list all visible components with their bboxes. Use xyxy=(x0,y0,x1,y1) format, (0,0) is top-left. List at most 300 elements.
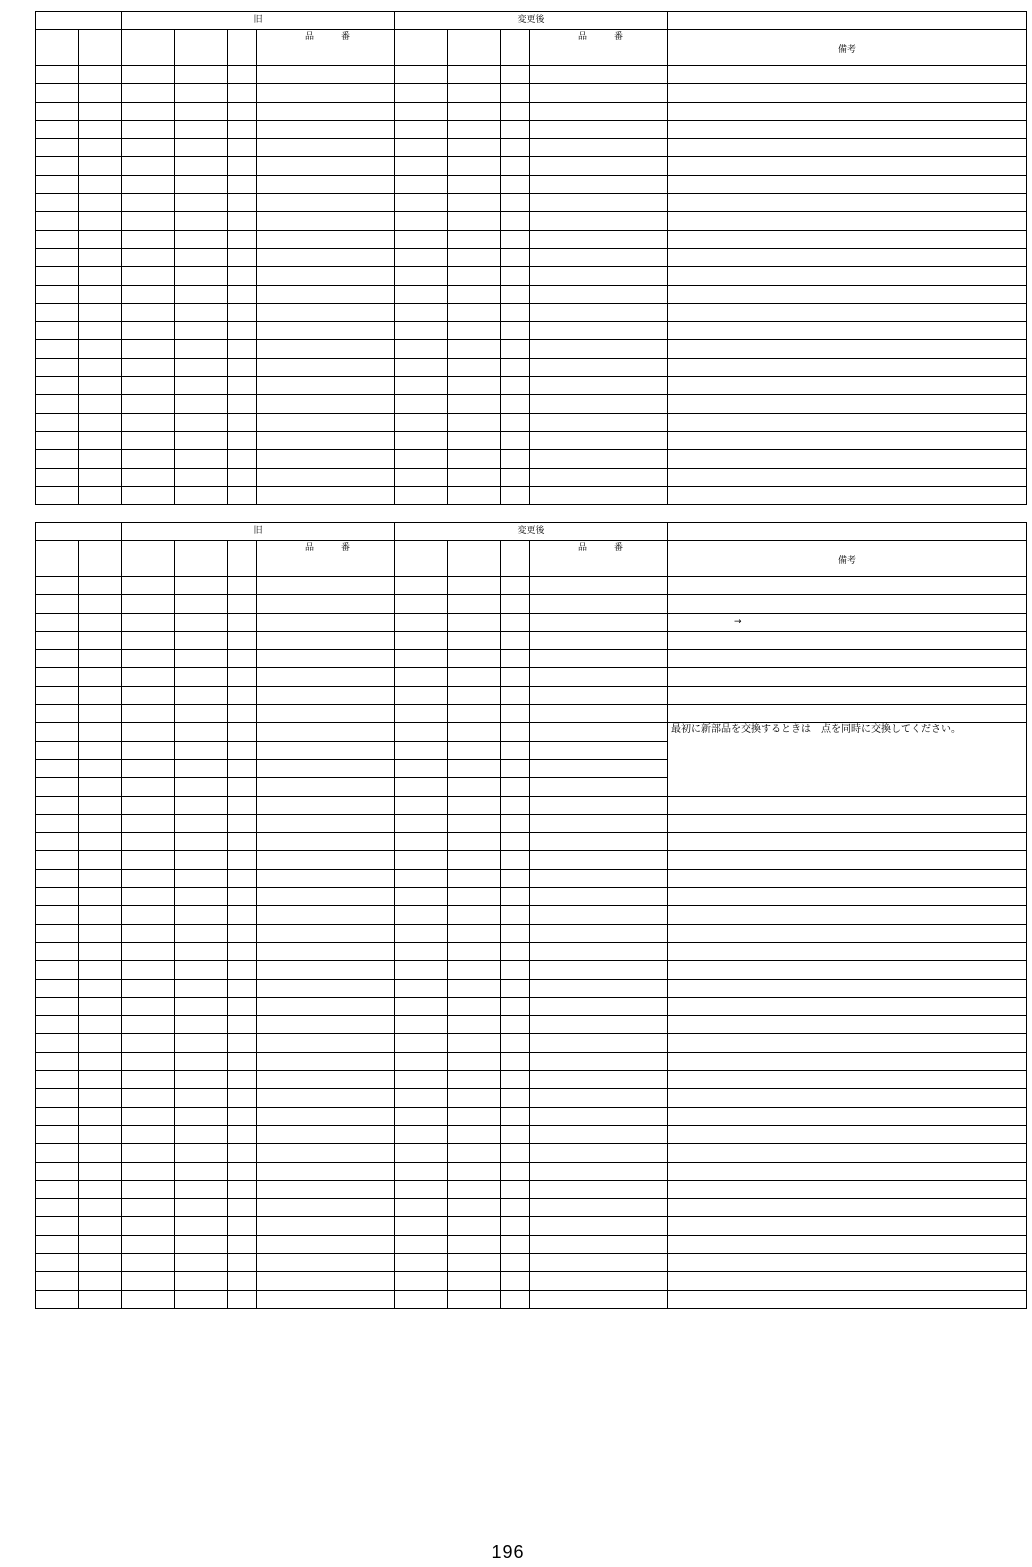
table-cell xyxy=(257,888,395,906)
table-cell xyxy=(36,686,79,704)
table-cell xyxy=(79,139,122,157)
table-cell xyxy=(36,1052,79,1070)
table-cell xyxy=(395,979,448,997)
table-cell xyxy=(257,961,395,979)
table-cell xyxy=(79,613,122,631)
table-cell xyxy=(448,686,501,704)
header-cell xyxy=(228,541,257,577)
table-cell xyxy=(395,851,448,869)
table-cell xyxy=(257,851,395,869)
table-cell xyxy=(175,668,228,686)
table-cell xyxy=(257,1071,395,1089)
table-cell xyxy=(79,686,122,704)
table-cell xyxy=(228,759,257,777)
table-cell xyxy=(448,705,501,723)
table-cell xyxy=(36,924,79,942)
table-cell xyxy=(257,1125,395,1143)
table-cell xyxy=(175,631,228,649)
table-cell xyxy=(501,906,530,924)
table-cell xyxy=(36,1217,79,1235)
table-cell xyxy=(395,1016,448,1034)
table-cell xyxy=(257,84,395,102)
table-cell xyxy=(448,1235,501,1253)
table-cell xyxy=(448,577,501,595)
table-cell xyxy=(448,979,501,997)
remarks-cell xyxy=(668,686,1027,704)
table-cell xyxy=(448,102,501,120)
remarks-cell xyxy=(668,1199,1027,1217)
table-cell xyxy=(79,668,122,686)
table-cell xyxy=(175,961,228,979)
table-cell xyxy=(257,814,395,832)
remarks-cell xyxy=(668,1253,1027,1271)
table-cell xyxy=(501,1290,530,1308)
table-cell xyxy=(448,395,501,413)
table-cell xyxy=(448,631,501,649)
table-cell xyxy=(395,723,448,741)
table-cell xyxy=(79,869,122,887)
table-cell xyxy=(530,650,668,668)
table-cell xyxy=(530,1162,668,1180)
table-cell xyxy=(257,102,395,120)
table-cell xyxy=(122,833,175,851)
table-cell xyxy=(395,961,448,979)
table-cell xyxy=(175,194,228,212)
table-row xyxy=(36,84,1027,102)
table-cell xyxy=(122,686,175,704)
table-cell xyxy=(530,248,668,266)
table-cell xyxy=(122,248,175,266)
table-cell xyxy=(228,120,257,138)
remarks-cell xyxy=(668,1272,1027,1290)
table-cell xyxy=(530,961,668,979)
table-cell xyxy=(530,175,668,193)
table-cell xyxy=(228,1272,257,1290)
table-cell xyxy=(36,194,79,212)
table-cell xyxy=(228,942,257,960)
table-cell xyxy=(395,631,448,649)
table-cell xyxy=(36,340,79,358)
table-cell xyxy=(228,869,257,887)
table-cell xyxy=(228,1290,257,1308)
table-row xyxy=(36,595,1027,613)
table-cell xyxy=(257,759,395,777)
remarks-arrow: → xyxy=(668,613,1027,631)
table-cell xyxy=(448,267,501,285)
column-header-row xyxy=(36,541,1027,577)
table-cell xyxy=(122,668,175,686)
table-cell xyxy=(257,175,395,193)
table-cell xyxy=(175,997,228,1015)
table-cell xyxy=(395,668,448,686)
table-cell xyxy=(36,723,79,741)
table-cell xyxy=(530,1272,668,1290)
table-cell xyxy=(122,997,175,1015)
table-cell xyxy=(36,1199,79,1217)
table-row xyxy=(36,194,1027,212)
remarks-cell xyxy=(668,869,1027,887)
table-row xyxy=(36,1016,1027,1034)
table-cell xyxy=(448,212,501,230)
table-cell xyxy=(501,668,530,686)
table-cell xyxy=(122,851,175,869)
table-cell xyxy=(530,358,668,376)
table-cell xyxy=(501,1217,530,1235)
table-cell xyxy=(36,979,79,997)
table-cell xyxy=(448,1089,501,1107)
table-cell xyxy=(228,686,257,704)
table-cell xyxy=(175,1144,228,1162)
table-cell xyxy=(36,1272,79,1290)
table-row xyxy=(36,1052,1027,1070)
table-cell xyxy=(530,450,668,468)
table-cell xyxy=(257,1089,395,1107)
table-cell xyxy=(530,322,668,340)
table-cell xyxy=(395,650,448,668)
table-cell xyxy=(448,869,501,887)
table-cell xyxy=(175,322,228,340)
table-cell xyxy=(501,631,530,649)
table-cell xyxy=(79,1199,122,1217)
table-cell xyxy=(501,212,530,230)
remarks-cell xyxy=(668,395,1027,413)
table-cell xyxy=(36,157,79,175)
table-cell xyxy=(228,705,257,723)
table-cell xyxy=(79,888,122,906)
table-cell xyxy=(395,686,448,704)
table-cell xyxy=(395,66,448,84)
header-cell xyxy=(122,30,175,66)
table-cell xyxy=(501,1162,530,1180)
table-cell xyxy=(395,1290,448,1308)
remarks-cell xyxy=(668,194,1027,212)
table-cell xyxy=(175,175,228,193)
new-part-number-header xyxy=(530,30,668,66)
table-row xyxy=(36,1272,1027,1290)
table-cell xyxy=(395,358,448,376)
table-cell xyxy=(395,322,448,340)
table-cell xyxy=(122,194,175,212)
header-cell xyxy=(395,30,448,66)
table-cell xyxy=(501,157,530,175)
table-cell xyxy=(122,450,175,468)
table-cell xyxy=(228,1235,257,1253)
table-cell xyxy=(501,814,530,832)
table-cell xyxy=(122,1107,175,1125)
table-cell xyxy=(175,723,228,741)
table-cell xyxy=(228,157,257,175)
table-cell xyxy=(448,723,501,741)
table-cell xyxy=(79,759,122,777)
table-cell xyxy=(448,1052,501,1070)
table-cell xyxy=(395,468,448,486)
table-cell xyxy=(36,961,79,979)
table-row xyxy=(36,997,1027,1015)
table-cell xyxy=(501,486,530,504)
table-cell xyxy=(501,285,530,303)
table-cell xyxy=(530,759,668,777)
table-cell xyxy=(122,1071,175,1089)
table-cell xyxy=(79,631,122,649)
table-cell xyxy=(175,157,228,175)
table-cell xyxy=(448,942,501,960)
table-cell xyxy=(79,577,122,595)
table-cell xyxy=(501,175,530,193)
table-cell xyxy=(36,1180,79,1198)
table-cell xyxy=(530,814,668,832)
table-cell xyxy=(257,267,395,285)
table-cell xyxy=(122,1253,175,1271)
table-cell xyxy=(395,814,448,832)
table-cell xyxy=(257,1016,395,1034)
table-cell xyxy=(530,1144,668,1162)
table-cell xyxy=(79,230,122,248)
table-cell xyxy=(79,778,122,796)
remarks-cell xyxy=(668,906,1027,924)
table-cell xyxy=(122,285,175,303)
table-cell xyxy=(530,1071,668,1089)
table-cell xyxy=(228,285,257,303)
table-cell xyxy=(395,705,448,723)
table-cell xyxy=(530,157,668,175)
table-cell xyxy=(228,1125,257,1143)
table-cell xyxy=(257,631,395,649)
table-cell xyxy=(79,979,122,997)
table-cell xyxy=(79,1052,122,1070)
table-cell xyxy=(395,778,448,796)
table-cell xyxy=(175,139,228,157)
table-cell xyxy=(36,906,79,924)
table-cell xyxy=(530,906,668,924)
table-cell xyxy=(530,1107,668,1125)
table-cell xyxy=(122,84,175,102)
table-cell xyxy=(501,303,530,321)
table-cell xyxy=(257,577,395,595)
table-cell xyxy=(122,778,175,796)
table-cell xyxy=(395,139,448,157)
table-cell xyxy=(530,1089,668,1107)
table-cell xyxy=(175,1034,228,1052)
table-cell xyxy=(79,267,122,285)
table-cell xyxy=(395,869,448,887)
table-cell xyxy=(395,1144,448,1162)
table-cell xyxy=(175,84,228,102)
table-cell xyxy=(79,1272,122,1290)
table-cell xyxy=(122,1089,175,1107)
table-cell xyxy=(395,340,448,358)
table-cell xyxy=(448,139,501,157)
table-cell xyxy=(175,869,228,887)
table-cell xyxy=(257,1217,395,1235)
table-cell xyxy=(448,924,501,942)
table-cell xyxy=(501,869,530,887)
table-cell xyxy=(395,194,448,212)
table-cell xyxy=(530,486,668,504)
table-cell xyxy=(175,759,228,777)
table-cell xyxy=(122,942,175,960)
table-cell xyxy=(257,212,395,230)
table-cell xyxy=(36,705,79,723)
table-cell xyxy=(448,668,501,686)
table-cell xyxy=(175,1089,228,1107)
table-cell xyxy=(501,267,530,285)
table-cell xyxy=(36,613,79,631)
table-cell xyxy=(122,230,175,248)
table-cell xyxy=(501,705,530,723)
table-cell xyxy=(448,961,501,979)
header-cell xyxy=(501,30,530,66)
header-cell xyxy=(395,541,448,577)
table-cell xyxy=(79,212,122,230)
table-row xyxy=(36,322,1027,340)
table-row xyxy=(36,613,1027,631)
remarks-cell xyxy=(668,175,1027,193)
table-cell xyxy=(122,1144,175,1162)
table-cell xyxy=(36,431,79,449)
table-cell xyxy=(175,1235,228,1253)
table-cell xyxy=(530,851,668,869)
table-cell xyxy=(448,194,501,212)
table-cell xyxy=(79,814,122,832)
table-cell xyxy=(257,120,395,138)
group-header-row xyxy=(36,12,1027,30)
table-cell xyxy=(36,486,79,504)
table-cell xyxy=(530,595,668,613)
table-cell xyxy=(79,358,122,376)
table-cell xyxy=(501,1071,530,1089)
table-cell xyxy=(395,285,448,303)
table-cell xyxy=(79,961,122,979)
table-cell xyxy=(36,741,79,759)
remarks-cell xyxy=(668,102,1027,120)
table-cell xyxy=(36,139,79,157)
table-cell xyxy=(175,486,228,504)
table-cell xyxy=(448,1180,501,1198)
table-cell xyxy=(448,1199,501,1217)
remarks-cell xyxy=(668,322,1027,340)
table-cell xyxy=(257,1034,395,1052)
table-cell xyxy=(501,833,530,851)
header-cell xyxy=(175,541,228,577)
header-cell xyxy=(228,30,257,66)
table-cell xyxy=(530,1034,668,1052)
table-cell xyxy=(122,66,175,84)
table-row xyxy=(36,1199,1027,1217)
table-cell xyxy=(395,230,448,248)
table-cell xyxy=(501,450,530,468)
old-group-header: 旧 xyxy=(122,523,395,541)
table-cell xyxy=(122,1034,175,1052)
table-cell xyxy=(257,686,395,704)
table-cell xyxy=(228,358,257,376)
table-cell xyxy=(79,1290,122,1308)
table-cell xyxy=(530,796,668,814)
table-cell xyxy=(79,741,122,759)
table-cell xyxy=(448,303,501,321)
table-cell xyxy=(79,1144,122,1162)
table-row xyxy=(36,175,1027,193)
table-cell xyxy=(36,1016,79,1034)
table-cell xyxy=(228,267,257,285)
table-cell xyxy=(175,979,228,997)
table-cell xyxy=(175,778,228,796)
table-cell xyxy=(395,84,448,102)
table-cell xyxy=(395,595,448,613)
table-cell xyxy=(257,650,395,668)
table-cell xyxy=(228,66,257,84)
table-cell xyxy=(175,413,228,431)
part-number-label-2: 番 xyxy=(614,32,624,42)
table-cell xyxy=(448,157,501,175)
table-cell xyxy=(228,1162,257,1180)
table-cell xyxy=(36,230,79,248)
table-cell xyxy=(395,450,448,468)
table-cell xyxy=(395,1217,448,1235)
remarks-cell xyxy=(668,486,1027,504)
remarks-cell xyxy=(668,230,1027,248)
header-cell xyxy=(79,30,122,66)
table-cell xyxy=(448,120,501,138)
table-cell xyxy=(257,595,395,613)
table-cell xyxy=(228,796,257,814)
table-cell xyxy=(175,431,228,449)
table-cell xyxy=(448,1016,501,1034)
remarks-cell xyxy=(668,1089,1027,1107)
table-cell xyxy=(175,248,228,266)
table-cell xyxy=(501,468,530,486)
table-cell xyxy=(501,322,530,340)
table-cell xyxy=(395,796,448,814)
table-cell xyxy=(395,942,448,960)
remarks-cell xyxy=(668,888,1027,906)
table-cell xyxy=(36,1071,79,1089)
table-row xyxy=(36,431,1027,449)
table-cell xyxy=(79,997,122,1015)
remarks-cell xyxy=(668,120,1027,138)
table-cell xyxy=(79,468,122,486)
table-cell xyxy=(175,595,228,613)
table-row xyxy=(36,413,1027,431)
table-cell xyxy=(36,102,79,120)
table-cell xyxy=(257,1290,395,1308)
table-cell xyxy=(501,1144,530,1162)
table-cell xyxy=(122,814,175,832)
new-part-number-header xyxy=(530,541,668,577)
remarks-cell xyxy=(668,139,1027,157)
table-cell xyxy=(448,175,501,193)
table-cell xyxy=(501,1016,530,1034)
table-cell xyxy=(228,340,257,358)
table-cell xyxy=(122,613,175,631)
remarks-cell xyxy=(668,212,1027,230)
remarks-cell xyxy=(668,157,1027,175)
remarks-cell xyxy=(668,851,1027,869)
table-cell xyxy=(175,1217,228,1235)
remarks-cell xyxy=(668,1016,1027,1034)
table-cell xyxy=(448,613,501,631)
table-cell xyxy=(257,723,395,741)
table-cell xyxy=(228,851,257,869)
table-cell xyxy=(501,340,530,358)
table-cell xyxy=(257,358,395,376)
table-cell xyxy=(122,906,175,924)
table-cell xyxy=(448,997,501,1015)
remarks-cell xyxy=(668,1217,1027,1235)
table-cell xyxy=(122,358,175,376)
table-cell xyxy=(122,139,175,157)
table-cell xyxy=(175,833,228,851)
table-cell xyxy=(257,486,395,504)
